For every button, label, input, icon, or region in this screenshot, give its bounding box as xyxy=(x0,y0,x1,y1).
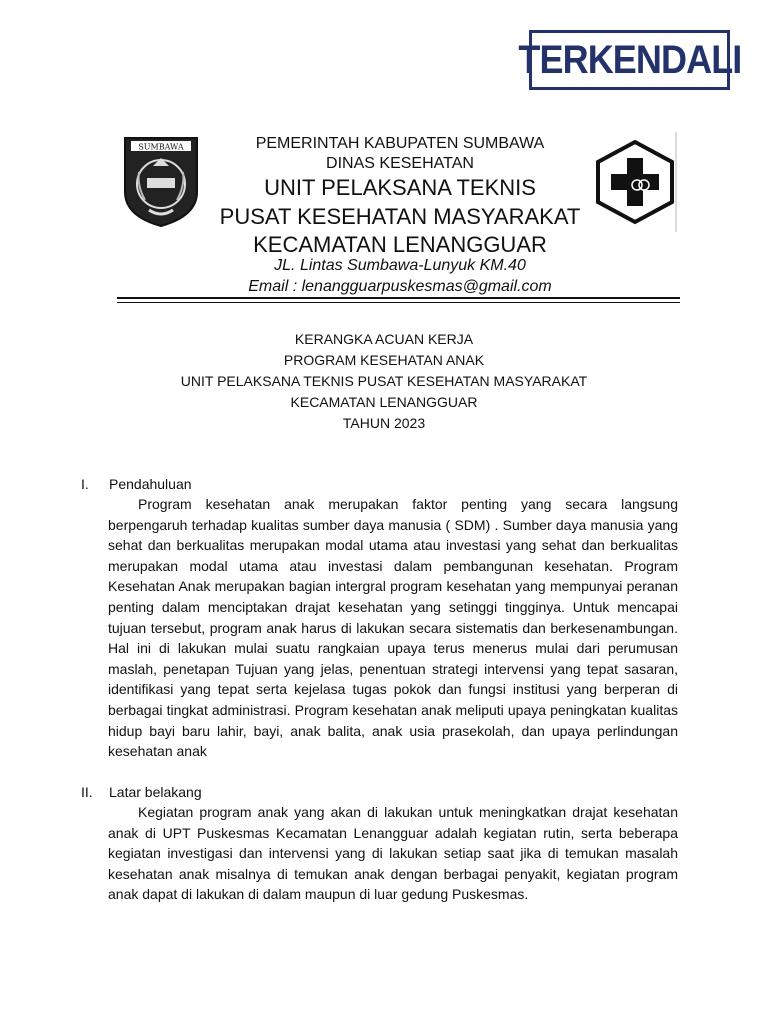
stamp-text: TERKENDALI xyxy=(517,37,742,82)
header-district: KECAMATAN LENANGGUAR xyxy=(253,232,547,257)
letterhead-rule-thin xyxy=(117,302,680,303)
header-address: JL. Lintas Sumbawa-Lunyuk KM.40 xyxy=(274,257,526,274)
section-heading: Pendahuluan xyxy=(109,476,192,492)
header-department: DINAS KESEHATAN xyxy=(326,155,474,172)
emblem-text: SUMBAWA xyxy=(138,142,184,152)
doc-title-line-2: PROGRAM KESEHATAN ANAK xyxy=(283,352,485,368)
header-government: PEMERINTAH KABUPATEN SUMBAWA xyxy=(255,135,545,152)
terkendali-stamp xyxy=(517,30,742,90)
header-center: PUSAT KESEHATAN MASYARAKAT xyxy=(219,204,581,229)
doc-title-line-5: TAHUN 2023 xyxy=(342,415,426,431)
section-body: Program kesehatan anak merupakan faktor penting yang secara langsung berpengaruh terhadap kualitas sumber daya manusia ( SDM) . Sumber daya manusia yang sehat dan berkualitas merupakan modal utama atau investasi yang sehat dan berkualitas merupakan modal utama atau investasi dalam pembangunan kesehatan. Program Kesehatan Anak merupakan bagian intergral program kesehatan yang mempunyai peranan penting dalam menciptakan drajat kesehatan yang setinggi tingginya. Untuk mencapai tujuan tersebut, program anak harus di lakukan secara sistematis dan berkesenambungan. Hal ini di lakukan mulai suatu rangkaian upaya terus menerus mulai dari perumusan maslah, penetapan Tujuan yang jelas, penentuan strategi intervensi yang tepat sasaran, identifikasi yang tepat serta kejelasa tugas pokok dan fungsi institusi yang berperan di berbagai tingkat administrasi. Program kesehatan anak meliputi upaya peningkatan kualitas hidup bayi baru lahir, bayi, anak balita, anak usia prasekolah, dan upaya perlindungan kesehatan anak xyxy=(108,496,678,760)
doc-title-line-3: UNIT PELAKSANA TEKNIS PUSAT KESEHATAN MASYARAKAT xyxy=(180,373,588,389)
section-number: I. xyxy=(81,476,89,492)
doc-title-line-4: KECAMATAN LENANGGUAR xyxy=(290,394,478,410)
header-email: Email : lenangguarpuskesmas@gmail.com xyxy=(248,278,552,295)
puskesmas-cross-logo-icon xyxy=(592,128,678,232)
letterhead-rule-thick xyxy=(117,297,680,299)
sumbawa-regency-emblem-icon xyxy=(123,136,199,228)
header-unit: UNIT PELAKSANA TEKNIS xyxy=(264,175,536,200)
section-body: Kegiatan program anak yang akan di lakukan untuk meningkatkan drajat kesehatan anak di UPT Puskesmas Kecamatan Lenangguar adalah kegiatan rutin, serta beberapa kegiatan investigasi dan intervensi yang di lakukan setiap saat jika di temukan masalah kesehatan anak misalnya di temukan anak dengan berbagai penyakit, kegiatan program anak dapat di lakukan di dalam maupun di luar gedung Puskesmas. xyxy=(108,804,678,903)
section-number: II. xyxy=(81,784,93,800)
doc-title-line-1: KERANGKA ACUAN KERJA xyxy=(294,331,474,347)
section-heading: Latar belakang xyxy=(109,784,202,800)
